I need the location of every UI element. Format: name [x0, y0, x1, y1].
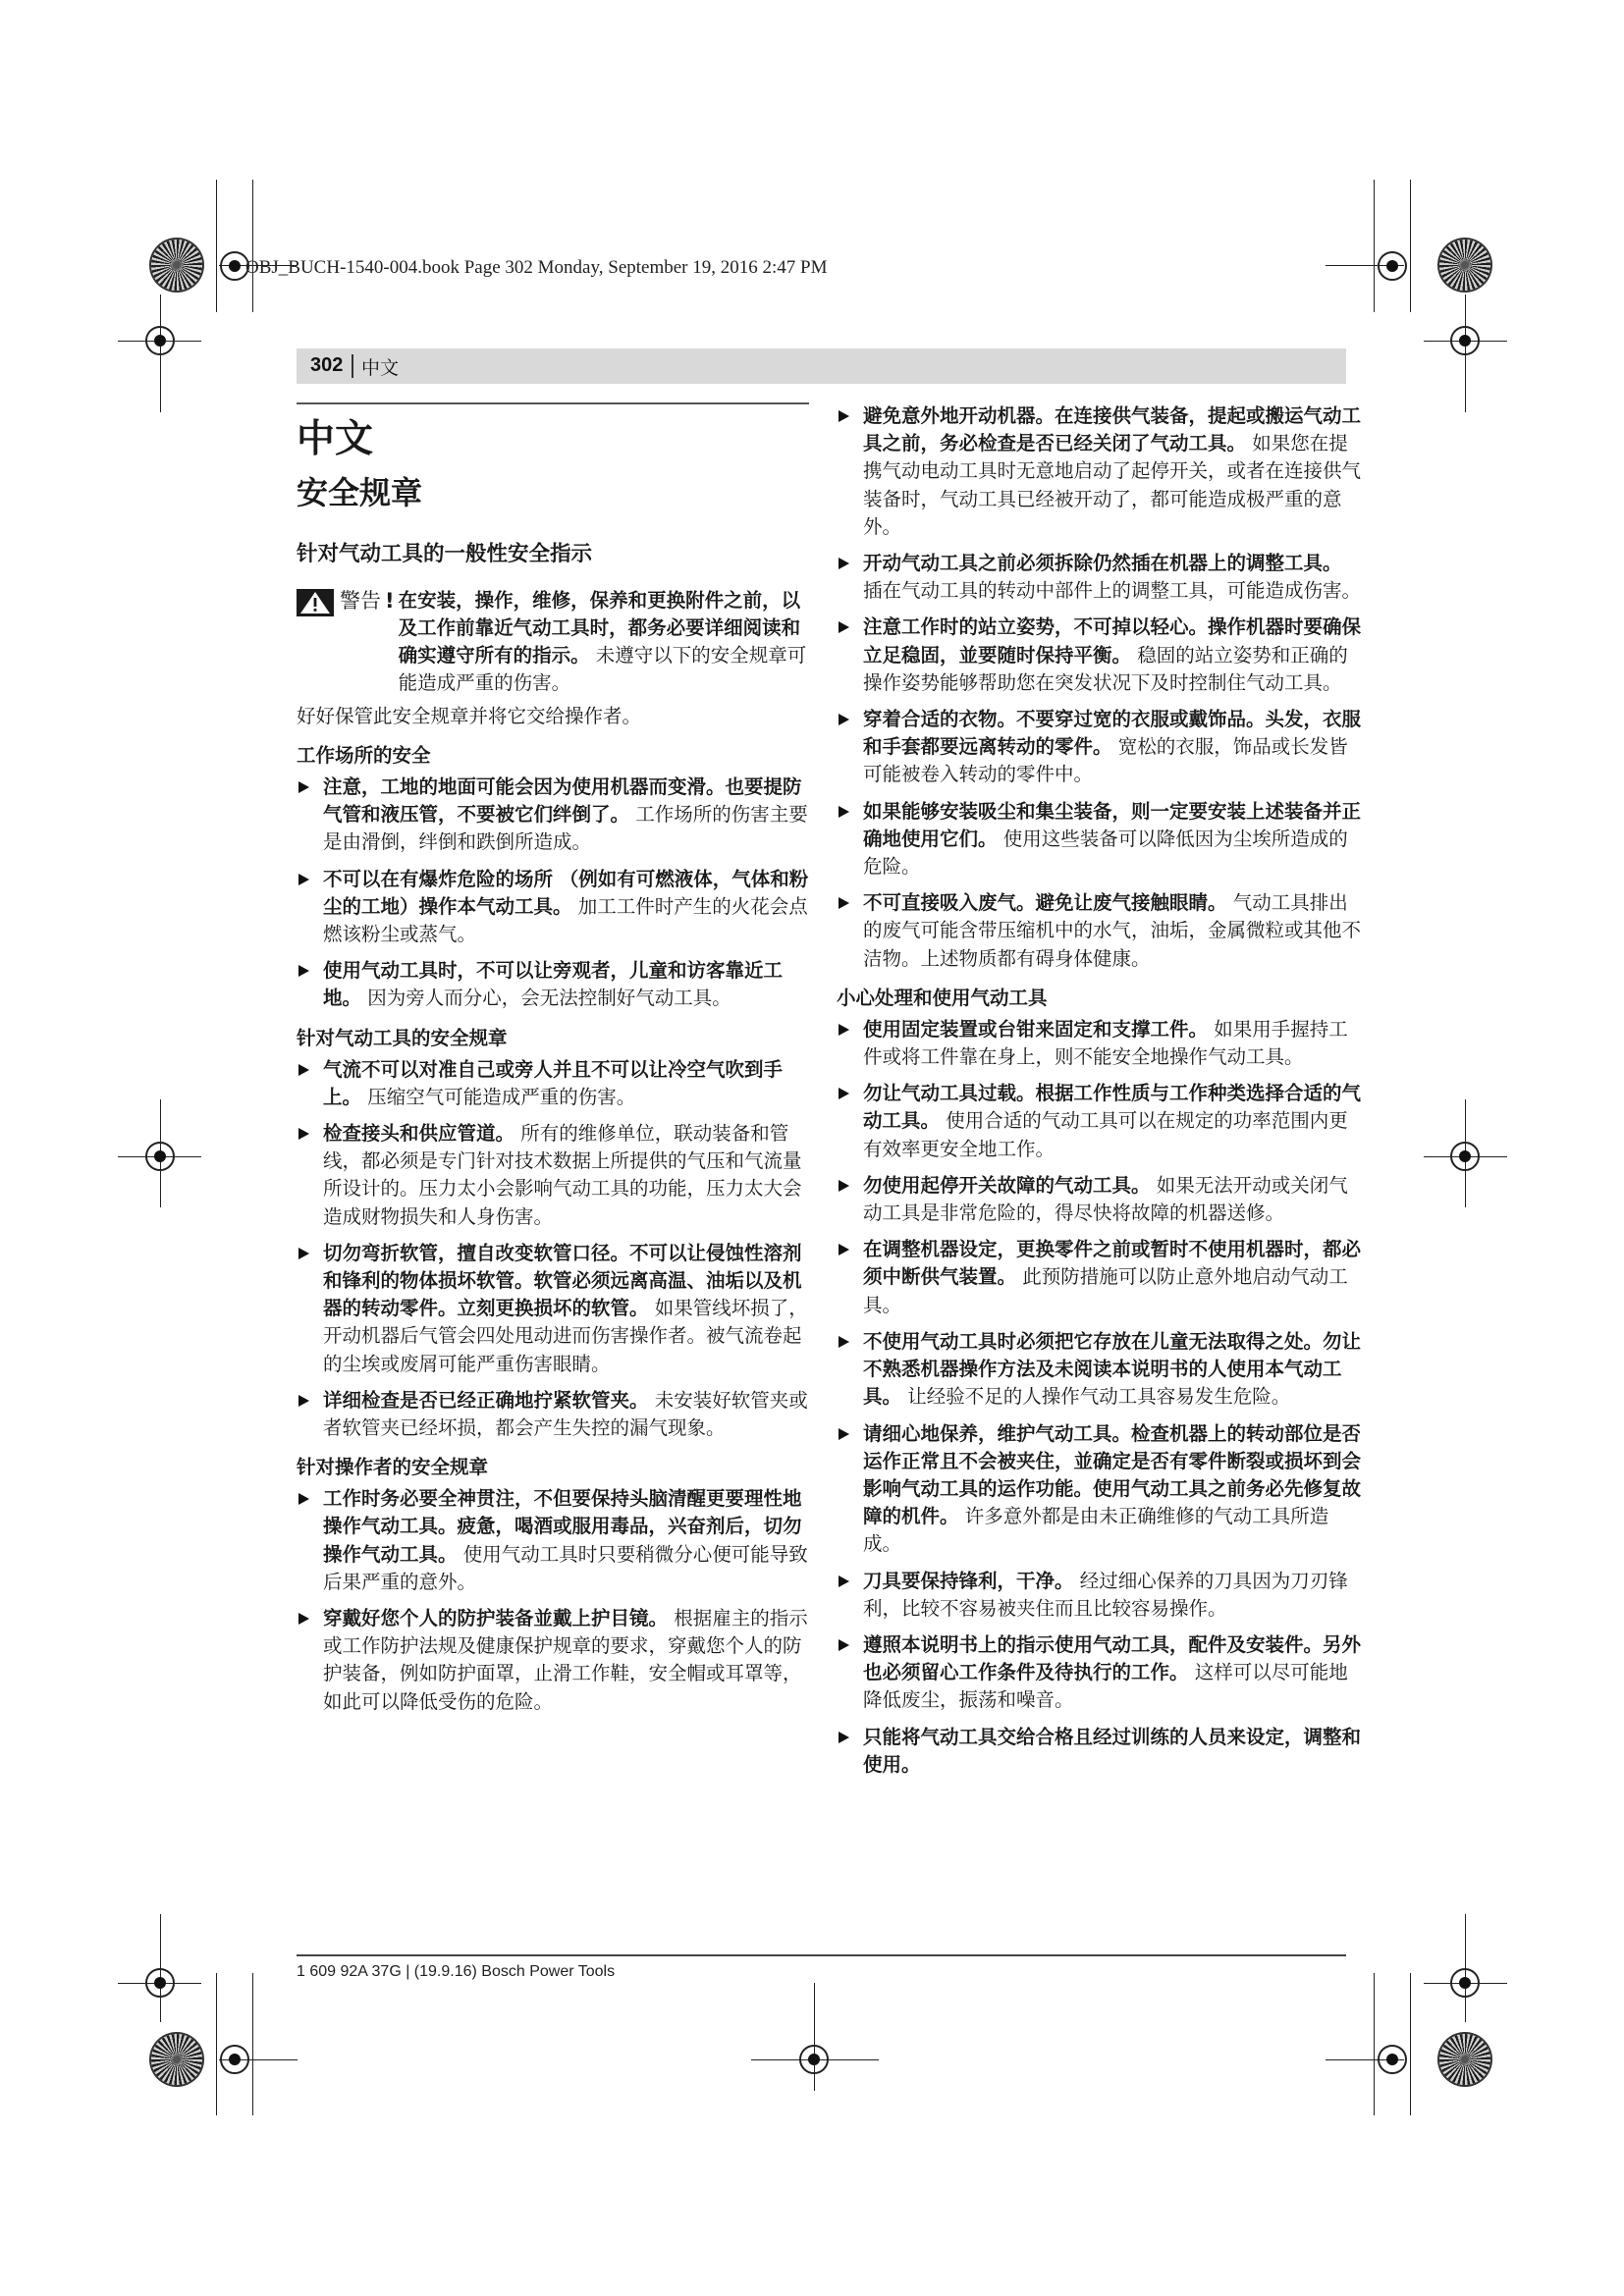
bullet-bold-text: 遵照本说明书上的指示使用气动工具，配件及安装件。另外也必须留心工作条件及待执行的工作。 [863, 1632, 1362, 1684]
page-number: 302 [310, 354, 344, 376]
bullet-item [837, 614, 1367, 697]
registration-target-icon [799, 2045, 829, 2074]
bullet-text: 使用这些装备可以降低因为尘埃所造成的危险。 [863, 827, 1348, 879]
bullet-triangle-icon [298, 1064, 309, 1076]
bullet-bold-text: 检查接头和供应管道。 [323, 1122, 515, 1146]
page-header-banner [297, 348, 1346, 384]
bullet-triangle-icon [839, 897, 849, 909]
registration-target-icon [145, 326, 175, 355]
registration-target-icon [1378, 2045, 1407, 2074]
bullet-bold-text: 穿戴好您个人的防护装备並戴上护目镜。 [323, 1607, 669, 1630]
bullet-triangle-icon [839, 1575, 849, 1587]
bullet-bold-text: 刀具要保持锋利，干净。 [863, 1569, 1074, 1592]
title-rule [297, 402, 809, 404]
bullet-bold-text: 工作时务必要全神贯注，不但要保持头脑清醒更要理性地操作气动工具。疲惫，喝酒或服用毒品，兴奋剂后，切勿操作气动工具。 [323, 1487, 802, 1566]
bullet-bold-text: 开动气动工具之前必须拆除仍然插在机器上的调整工具。 [863, 552, 1342, 575]
bullet-bold-text: 勿让气动工具过载。根据工作性质与工作种类选择合适的气动工具。 [863, 1082, 1362, 1133]
right-top-items [837, 402, 1367, 973]
bullet-item [837, 1724, 1367, 1779]
bullet-bold-text: 如果能够安装吸尘和集尘装备，则一定要安装上述装备并正确地使用它们。 [863, 799, 1362, 850]
bullet-item [837, 1172, 1367, 1227]
print-slug: OBJ_BUCH-1540-004.book Page 302 Monday, September 19, 2016 2:47 PM [245, 257, 828, 278]
bullet-triangle-icon [839, 1180, 849, 1192]
warning-block [297, 587, 809, 697]
bullet-item [837, 706, 1367, 789]
bullet-triangle-icon [839, 410, 849, 422]
bullet-text: 未安装好软管夹或者软管夹已经坏损，都会产生失控的漏气现象。 [323, 1388, 808, 1440]
bullet-triangle-icon [839, 1639, 849, 1651]
warning-label: 警告 [340, 589, 381, 613]
bullet-item [837, 1080, 1367, 1163]
bullet-text: 让经验不足的人操作气动工具容易发生危险。 [907, 1385, 1291, 1409]
bullet-text: 加工工件时产生的火花会点燃该粉尘或蒸气。 [323, 894, 808, 946]
bullet-triangle-icon [839, 621, 849, 633]
section-title: 安全规章 [297, 474, 423, 511]
bullet-item [297, 866, 809, 949]
bullet-triangle-icon [298, 874, 309, 885]
bullet-item [297, 1120, 809, 1231]
bullet-bold-text: 注意，工地的地面可能会因为使用机器而变滑。也要提防气管和液压管，不要被它们绊倒了。 [323, 775, 802, 827]
color-calibration-wheel-icon [1439, 2034, 1490, 2085]
bullet-bold-text: 切勿弯折软管，擅自改变软管口径。不可以让侵蚀性溶剂和锋利的物体损坏软管。软管必须远离高温、油垢以及机器的转动零件。立刻更换损坏的软管。 [323, 1241, 802, 1320]
bullet-text: 如果您在提携气动电动工具时无意地启动了起停开关，或者在连接供气装备时，气动工具已经被开动了，都可能造成极严重的意外。 [863, 432, 1362, 538]
color-calibration-wheel-icon [151, 2034, 202, 2085]
bullet-item [837, 889, 1367, 973]
bullet-bold-text: 气流不可以对准自己或旁人并且不可以让冷空气吹到手上。 [323, 1057, 784, 1108]
bullet-triangle-icon [839, 1024, 849, 1036]
bullet-item [837, 402, 1367, 541]
color-calibration-wheel-icon [1439, 240, 1490, 291]
footer-text: 1 609 92A 37G | (19.9.16) Bosch Power Tools [297, 1963, 616, 1980]
registration-target-icon [1450, 326, 1480, 355]
bullet-item [837, 1016, 1367, 1071]
bullet-item [297, 774, 809, 857]
left-column [297, 402, 809, 1725]
bullet-text: 根据雇主的指示或工作防护法规及健康保护规章的要求，穿戴您个人的防护装备，例如防护面罩，止滑工作鞋，安全帽或耳罩等，如此可以降低受伤的危险。 [323, 1607, 808, 1713]
bullet-triangle-icon [839, 1732, 849, 1743]
bullet-text: 许多意外都是由未正确维修的气动工具所造成。 [863, 1505, 1329, 1556]
bullet-bold-text: 避免意外地开动机器。在连接供气装备，提起或搬运气动工具之前，务必检查是否已经关闭了气动工具。 [863, 404, 1362, 455]
section-heading: 针对气动工具的安全规章 [297, 1026, 508, 1049]
bullet-text: 宽松的衣服，饰品或长发皆可能被卷入转动的零件中。 [863, 735, 1348, 786]
bullet-triangle-icon [298, 781, 309, 793]
bullet-text: 如果管线坏损了，开动机器后气管会四处甩动进而伤害操作者。被气流卷起的尘埃或废屑可能严重伤害眼睛。 [323, 1297, 808, 1375]
bullet-item [837, 1568, 1367, 1623]
bullet-triangle-icon [839, 714, 849, 725]
bullet-text: 稳固的站立姿势和正确的操作姿势能够帮助您在突发状况下及时控制住气动工具。 [863, 643, 1348, 694]
subsection-title: 针对气动工具的一般性安全指示 [297, 542, 593, 566]
bullet-text: 如果用手握持工件或将工件靠在身上，则不能安全地操作气动工具。 [863, 1017, 1348, 1069]
bullet-triangle-icon [839, 558, 849, 569]
bullet-triangle-icon [298, 1128, 309, 1140]
bullet-bold-text: 请细心地保养，维护气动工具。检查机器上的转动部位是否运作正常且不会被夹住，並确定是否有零件断裂或损坏到会影响气动工具的运作功能。使用气动工具之前务必先修复故障的机件。 [863, 1421, 1362, 1528]
bullet-bold-text: 详细检查是否已经正确地拧紧软管夹。 [323, 1388, 649, 1412]
bullet-bold-text: 不可以在有爆炸危险的场所 （例如有可燃液体，气体和粉尘的工地）操作本气动工具。 [323, 867, 809, 918]
bullet-triangle-icon [298, 1493, 309, 1505]
bullet-item [297, 1387, 809, 1442]
footer-rule [297, 1954, 1346, 1956]
bullet-text: 这样可以尽可能地降低废尘，振荡和噪音。 [863, 1661, 1348, 1712]
bullet-triangle-icon [298, 1395, 309, 1407]
bullet-item [297, 1240, 809, 1378]
bullet-bold-text: 不使用气动工具时必须把它存放在儿童无法取得之处。勿让不熟悉机器操作方法及未阅读本说明书的人使用本气动工具。 [863, 1329, 1362, 1409]
bullet-bold-text: 勿使用起停开关故障的气动工具。 [863, 1173, 1151, 1197]
registration-target-icon [145, 1142, 175, 1171]
bullet-text: 因为旁人而分心，会无法控制好气动工具。 [367, 987, 731, 1010]
bullet-text: 此预防措施可以防止意外地启动气动工具。 [863, 1265, 1348, 1316]
bullet-text: 使用气动工具时只要稍微分心便可能导致后果严重的意外。 [323, 1542, 808, 1593]
bullet-item [297, 1056, 809, 1111]
warning-exclamation: ! [385, 589, 395, 613]
bullet-text: 如果无法开动或关闭气动工具是非常危险的，得尽快将故障的机器送修。 [863, 1173, 1348, 1225]
bullet-bold-text: 在调整机器设定，更换零件之前或暂时不使用机器时，都必须中断供气装置。 [863, 1238, 1362, 1289]
bullet-item [837, 1420, 1367, 1559]
bullet-triangle-icon [839, 1336, 849, 1348]
right-section-items [837, 1016, 1367, 1779]
keep-note: 好好保管此安全规章并将它交给操作者。 [297, 705, 642, 727]
bullet-item [297, 957, 809, 1012]
bullet-text: 经过细心保养的刀具因为刀刃锋利，比较不容易被夹住而且比较容易操作。 [863, 1569, 1348, 1620]
bullet-text: 插在气动工具的转动中部件上的调整工具，可能造成伤害。 [863, 579, 1362, 603]
bullet-item [837, 1631, 1367, 1715]
bullet-text: 使用合适的气动工具可以在规定的功率范围内更有效率更安全地工作。 [863, 1109, 1348, 1160]
bullet-text: 压缩空气可能造成严重的伤害。 [367, 1085, 636, 1108]
bullet-bold-text: 注意工作时的站立姿势，不可掉以轻心。操作机器时要确保立足稳固，並要随时保持平衡。 [863, 615, 1362, 667]
bullet-triangle-icon [298, 1248, 309, 1259]
bullet-bold-text: 穿着合适的衣物。不要穿过宽的衣服或戴饰品。头发，衣服和手套都要远离转动的零件。 [863, 708, 1362, 759]
right-column [837, 402, 1367, 1788]
color-calibration-wheel-icon [151, 240, 202, 291]
registration-target-icon [220, 2045, 249, 2074]
bullet-text: 工作场所的伤害主要是由滑倒，绊倒和跌倒所造成。 [323, 803, 808, 854]
registration-target-icon [1450, 1142, 1480, 1171]
header-separator [352, 354, 353, 378]
left-sections [297, 742, 809, 1716]
registration-target-icon [145, 1968, 175, 1998]
warning-triangle-icon [297, 589, 334, 616]
section-heading: 小心处理和使用气动工具 [837, 986, 1048, 1009]
bullet-bold-text: 不可直接吸入废气。避免让废气接触眼睛。 [863, 891, 1227, 915]
bullet-text: 气动工具排出的废气可能含带压缩机中的水气，油垢，金属微粒或其他不洁物。上述物质都有碍身体健康。 [863, 891, 1362, 970]
bullet-item [837, 798, 1367, 881]
section-heading: 工作场所的安全 [297, 744, 431, 767]
bullet-bold-text: 只能将气动工具交给合格且经过训练的人员来设定，调整和使用。 [863, 1725, 1362, 1776]
bullet-triangle-icon [839, 1428, 849, 1440]
bullet-bold-text: 使用固定装置或台钳来固定和支撑工件。 [863, 1017, 1209, 1041]
bullet-triangle-icon [839, 1088, 849, 1099]
bullet-item [837, 550, 1367, 605]
section-heading: 针对操作者的安全规章 [297, 1456, 489, 1479]
bullet-item [837, 1328, 1367, 1412]
bullet-triangle-icon [839, 1244, 849, 1255]
bullet-item [297, 1485, 809, 1596]
bullet-bold-text: 使用气动工具时，不可以让旁观者，儿童和访客靠近工地。 [323, 959, 784, 1010]
bullet-triangle-icon [298, 1613, 309, 1625]
warning-bold-text: 在安装，操作，维修，保养和更换附件之前，以及工作前靠近气动工具时，都务必要详细阅读和确实遵守所有的指示。 [398, 589, 801, 667]
bullet-item [297, 1605, 809, 1716]
header-language: 中文 [361, 357, 400, 379]
document-title: 中文 [297, 417, 374, 461]
bullet-triangle-icon [839, 806, 849, 818]
warning-text: 未遵守以下的安全规章可能造成严重的伤害。 [398, 644, 807, 694]
bullet-text: 所有的维修单位，联动装备和管线，都必须是专门针对技术数据上所提供的气压和气流量所设计的。压力太小会影响气动工具的功能，压力太大会造成财物损失和人身伤害。 [323, 1122, 802, 1228]
bullet-triangle-icon [298, 965, 309, 977]
registration-target-icon [1378, 251, 1407, 281]
registration-target-icon [1450, 1968, 1480, 1998]
bullet-item [837, 1236, 1367, 1319]
